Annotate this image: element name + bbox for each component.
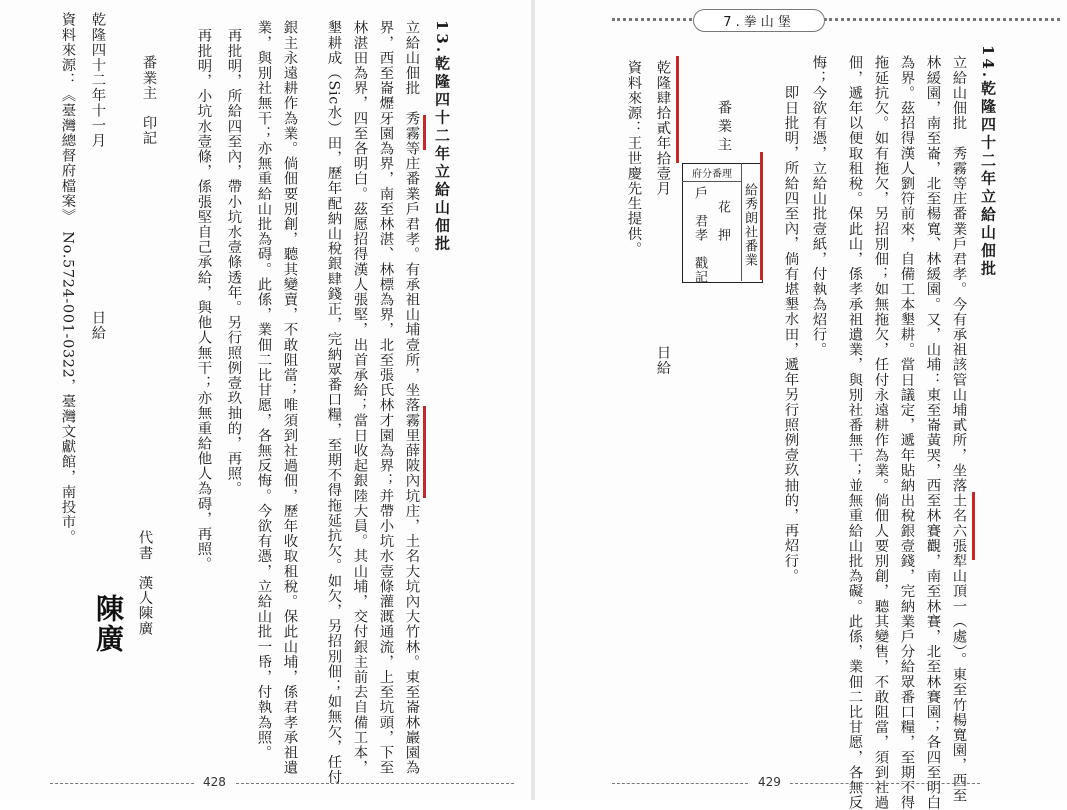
highlight-mark xyxy=(760,152,763,280)
text-line: 再批明，所給四至內，帶小坑水壹條透年。另行照例壹玖抽的，再照。 xyxy=(225,28,242,497)
doc-date: 乾隆四十二年十一月 xyxy=(89,12,106,148)
seal-line: 戶 君孝 戳記 xyxy=(692,186,707,284)
owner-label: 番業主 xyxy=(715,100,732,156)
seal-divider xyxy=(682,181,741,182)
doc-date-day: 日給 xyxy=(89,310,106,341)
text-line: 業，與別社無干；亦無重給山批為碍。此係，業佃二比甘愿，各無反悔。今欲有憑，立給山批一帋，付執為照。 xyxy=(255,20,272,760)
text-line: 為界。茲招得漢人劉符前來，自備工本墾耕。當日議定，遞年貼納出稅銀壹錢，完納業戶分給眾番口糧，至期不得 xyxy=(898,55,915,810)
seal-title: 府分番理 xyxy=(692,169,732,180)
footer-rule xyxy=(790,783,980,784)
source-note: 資料來源：《臺灣總督府檔案》 No.5724-001-0322，臺灣文獻館，南投市。 xyxy=(59,12,76,545)
owner-seal: 番業主 印記 xyxy=(140,55,157,146)
text-line: 悔；今欲有憑，立給山批壹紙，付執為炤行。 xyxy=(810,55,827,357)
footer-rule xyxy=(612,783,748,784)
footer-rule xyxy=(50,783,194,784)
header-rule xyxy=(612,18,692,21)
text-line: 佃，遞年以便取租稅。保此山，係孝承祖遺業，與別社番無干；並無重給山批為礙。此係，業佃二比甘愿，各無反 xyxy=(846,55,863,810)
page-number: 429 xyxy=(758,775,781,789)
text-line: 立給山佃批 秀霧等庄番業戶君孝。有承祖山埔壹所，坐落霧里薛陂內坑庄，土名大坑內大竹林。東至崙林巖園為 xyxy=(403,20,420,775)
highlight-mark xyxy=(423,115,426,150)
doc-title: 13.乾隆四十二年立給山佃批 xyxy=(433,20,451,254)
signature: 陳廣 xyxy=(92,594,125,654)
text-line: 立給山佃批 秀霧等庄番業戶君孝。今有承祖該管山埔貳所，坐落土名六張犁山頂一（處）。東至竹楊寬園，西至 xyxy=(950,55,967,803)
text-line: 即日批明，所給四至內，倘有堪墾水田，遞年另行照例壹玖抽的，再炤行。 xyxy=(782,85,799,584)
header-rule xyxy=(824,18,1060,21)
highlight-mark xyxy=(972,492,975,560)
text-line: 拖延抗欠。如有拖欠，另招別佃；如無拖欠，任付永遠耕作為業。倘佃人要別創，聽其變售，不敢阻當，須到社過 xyxy=(872,55,889,810)
text-line: 界，西至崙爏牙園為界，南至林湛、林標為界，北至張氏林才園為界；并帶小坑水壹條灌溉通流，上至坑頭，下至 xyxy=(377,20,394,775)
footer-rule xyxy=(236,783,514,784)
doc-title: 14.乾隆四十二年立給山佃批 xyxy=(979,45,997,279)
seal-line: 花 押 xyxy=(715,200,730,242)
seal-line: 給秀朗社番業 xyxy=(742,183,757,267)
text-line: 林緩園，南至崙，北至楊寬、林緩園。又，山埔：東至崙黃哭，西至林賽觀，南至林賽，北至林賽園；各四至明白 xyxy=(924,55,941,810)
text-line: 銀主永遠耕作為業。倘佃要別創，聽其變賣，不敢阻當；唯須到社過佃，歷年收取租稅。保此山埔，係君孝承祖遺 xyxy=(281,20,298,775)
text-line: 墾耕成（Sic水）田，歷年配納山稅銀肆錢正，完納眾番口糧，至期不得拖延抗欠。如欠，另招別佃；如無欠，任付 xyxy=(325,20,342,785)
text-line: 林湛田為界，四至各明白。茲愿招得漢人張堅，出首承給；當日收起銀陸大員。其山埔，交付銀主前去自備工本， xyxy=(351,20,368,775)
highlight-mark xyxy=(676,56,679,163)
source-note: 資料來源：王世慶先生提供。 xyxy=(625,60,642,257)
highlight-mark xyxy=(423,406,426,498)
section-header: 7.拳山堡 xyxy=(693,9,825,32)
doc-date: 乾隆肆拾貳年拾壹月 xyxy=(654,60,671,196)
page-number: 428 xyxy=(203,775,226,789)
text-line: 再批明，小坑水壹條，係張堅自己承給，與他人無干；亦無重給他人為碍，再照。 xyxy=(195,28,212,572)
proxy-writer: 代書 漢人陳廣 xyxy=(136,530,153,636)
doc-date-day: 日給 xyxy=(654,345,671,376)
